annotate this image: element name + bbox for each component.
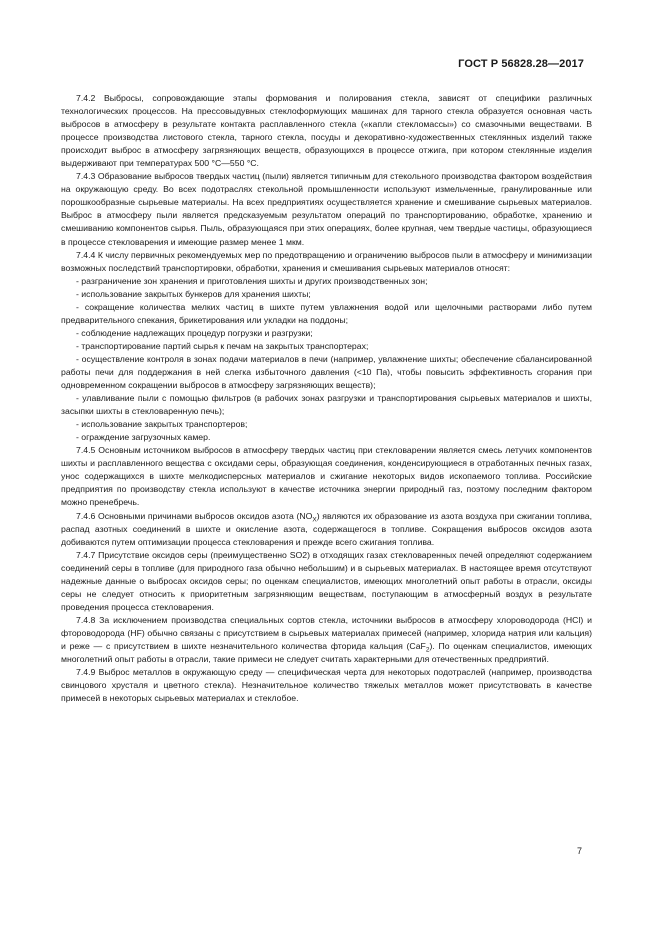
paragraph-7-4-9: 7.4.9 Выброс металлов в окружающую среду — специфическая черта для некоторых подотраслей (например, производства свинцового хрусталя и цветного стекла). Незначительное количество тяжелых металлов может присутствовать в качестве примесей в некоторых сырьевых материалах и стеклобое.: [61, 667, 592, 704]
list-item: - разграничение зон хранения и приготовления шихты и других производственных зон;: [76, 275, 428, 286]
list-item: - использование закрытых бункеров для хранения шихты;: [76, 288, 311, 299]
list-item: - транспортирование партий сырья к печам на закрытых транспортерах;: [76, 340, 369, 351]
list-item: - сокращение количества мелких частиц в шихте путем увлажнения водой или щелочными растворами либо путем предварительного спекания, брикетирования или укладки на поддоны;: [61, 301, 592, 325]
paragraph-7-4-4: 7.4.4 К числу первичных рекомендуемых мер по предотвращению и ограничению выбросов пыли в атмосферу и минимизации возможных последствий транспортировки, обработки, хранения и смешивания сырьевых материалов относят:: [61, 249, 592, 273]
paragraph-7-4-8: 7.4.8 За исключением производства специальных сортов стекла, источники выбросов в атмосферу хлороводорода (HCl) и фтороводорода (HF) обычно связаны с присутствием в сырьевых материалах примесей (например, хлорида натрия или кальция) и реже — с присутствием в шихте незначительного количества фторида кальция (CaF$_2$). По оценкам специалистов, имеющих многолетний опыт работы в отрасли, такие примеси не следует считать характерными для отечественных предприятий.: [61, 614, 592, 665]
paragraph-7-4-3: 7.4.3 Образование выбросов твердых частиц (пыли) является типичным для стекольного производства фактором воздействия на окружающую среду. Во всех подотраслях стекольной промышленности используют измельченные, гранулированные или порошкообразные сырьевые материалы. На всех предприятиях осуществляется хранение и смешивание сырьевых материалов. Выброс в атмосферу пыли является предсказуемым результатом операций по транспортированию, обработке, хранению и смешиванию компонентов сырья. Пыль, образующаяся при этих операциях, более крупная, чем твердые частицы, образующиеся в процессе стекловарения и имеющие размер менее 1 мкм.: [61, 171, 592, 247]
page-number: 7: [576, 846, 582, 856]
list-item: - ограждение загрузочных камер.: [76, 432, 211, 443]
list-item: - осуществление контроля в зонах подачи материалов в печи (например, увлажнение шихты; обеспечение сбалансированной работы печи для поддержания в ней слегка избыточного давления (<10 Па), чтобы повысить эффективность сгорания при одновременном сокращении выбросов в атмосферу загрязняющих веществ);: [61, 353, 592, 391]
paragraph-7-4-7: 7.4.7 Присутствие оксидов серы (преимущественно SO2) в отходящих газах стекловаренных печей определяют содержанием соединений серы в топливе (для природного газа обычно небольшим) и в сырьевых материалах. В настоящее время отсутствуют надежные данные о выбросах оксидов серы; по оценкам специалистов, имеющих многолетний опыт работы в отрасли, оксиды серы не следует относить к приоритетным загрязняющим веществам, поступающим в атмосферный воздух в результате проведения процесса стекловарения.: [61, 549, 592, 612]
list-item: - улавливание пыли с помощью фильтров (в рабочих зонах разгрузки и транспортирования сырьевых материалов и шихты, засыпки шихты в стекловаренную печь);: [61, 393, 592, 417]
list-item: - использование закрытых транспортеров;: [76, 419, 248, 430]
list-item: - соблюдение надлежащих процедур погрузки и разгрузки;: [76, 327, 313, 338]
paragraph-7-4-5: 7.4.5 Основным источником выбросов в атмосферу твердых частиц при стекловарении является смесь летучих компонентов шихты и расплавленного вещества с оксидами серы, образующая соединения, конденсирующиеся в отработанных печных газах, унос содержащихся в шихте мелкодисперсных материалов и сжигание некоторых видов ископаемого топлива. Российские предприятия по производству стекла используют в качестве источника энергии природный газ, поэтому последним фактором можно пренебречь.: [61, 445, 592, 508]
document-body: [61, 92, 592, 705]
document-header: ГОСТ Р 56828.28—2017: [458, 58, 584, 70]
paragraph-7-4-2: 7.4.2 Выбросы, сопровождающие этапы формования и полирования стекла, зависят от специфики различных технологических процессов. На прессовыдувных стеклоформующих машинах для тарного стекла образуется основная часть выбросов в атмосферу в результате контакта расплавленного стекла («капли стекломассы») со смазочными веществами. В процессе производства листового стекла, тарного стекла, посуды и декоративно-художественных стеклянных изделий также происходит выброс в атмосферу загрязняющих веществ, образующихся в процессе отжига, при котором стеклянные изделия выдерживают при температурах 500 °C—550 °C.: [61, 93, 592, 169]
paragraph-7-4-6: 7.4.6 Основными причинами выбросов оксидов азота $(NO_X)$ являются их образование из азота воздуха при сжигании топлива, распад азотных соединений в шихте и окисление азота, содержащегося в топливе. Сокращения выбросов оксидов азота добиваются путем оптимизации процесса стекловарения и прежде всего сжигания топлива.: [61, 510, 592, 547]
